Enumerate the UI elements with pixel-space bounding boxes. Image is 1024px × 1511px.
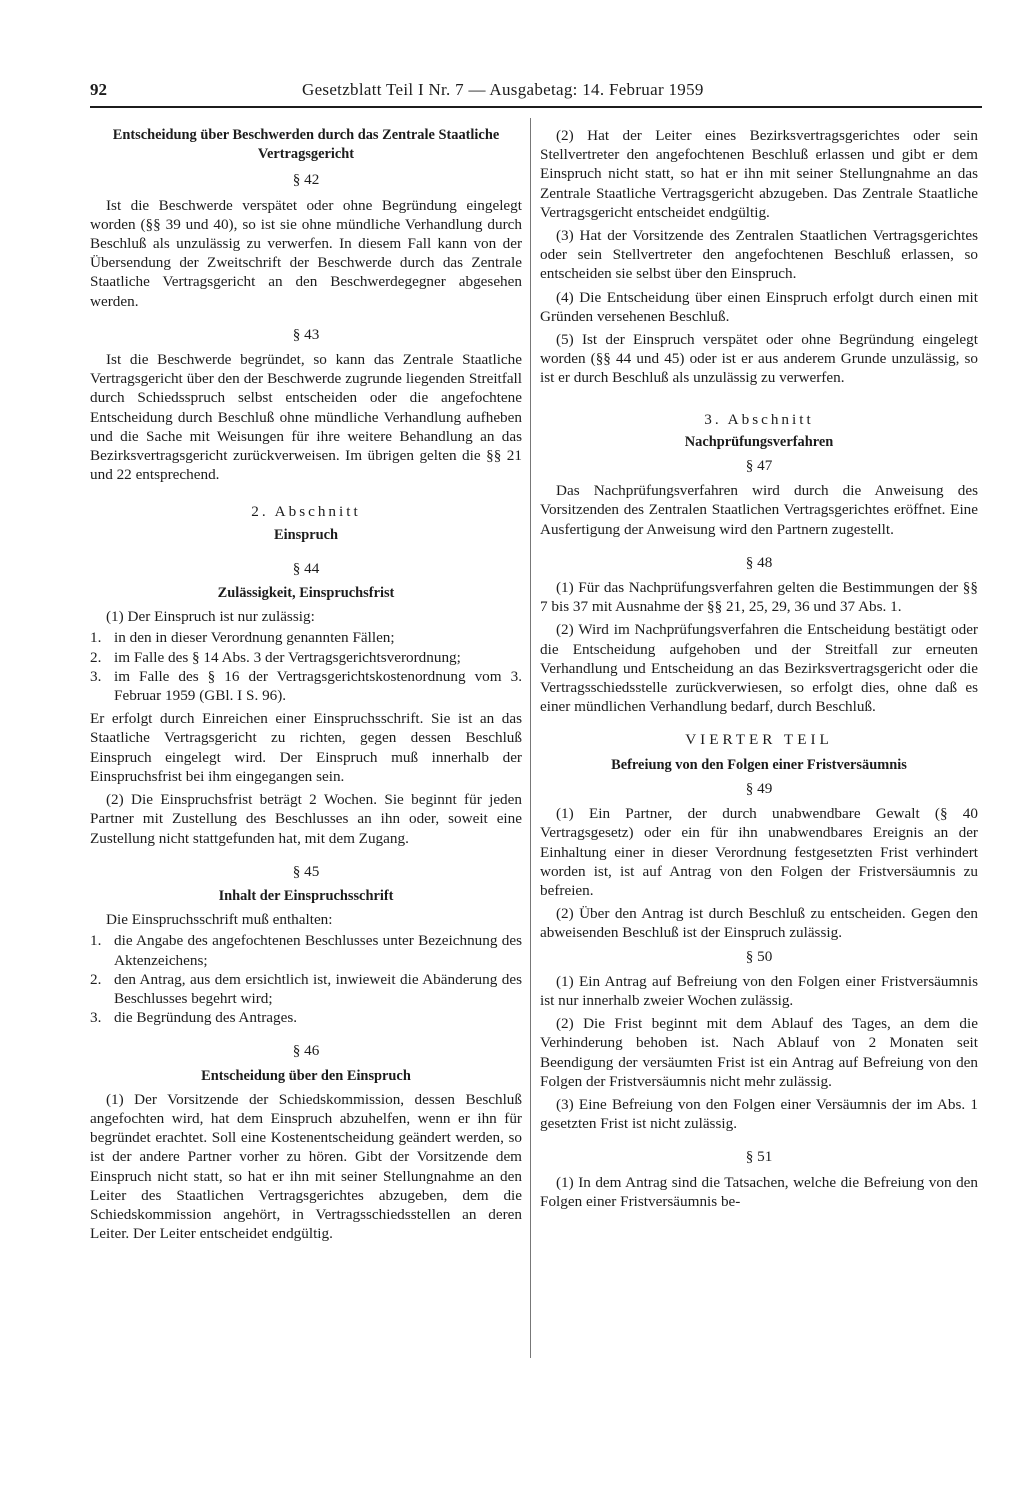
column-divider [530,118,531,1358]
teil-title: Befreiung von den Folgen einer Fristversäumnis [611,756,907,773]
list-item: 3. die Begründung des Antrages. [90,1009,298,1027]
s51-text: (1) In dem Antrag sind die Tatsachen, welche die Befreiung von den Folgen einer Fristversäumnis be- [540,1173,978,1210]
s46-label: § 46 [292,1042,320,1060]
s46-text-3: (3) Hat der Vorsitzende des Zentralen Staatlichen Vertragsgerichtes oder sein Stellvertreter den angefochtenen Beschluß erlassen, so entscheiden sie selbst über den Einspruch. [540,227,978,283]
abschnitt-2-label: 2. Abschnitt [251,503,361,521]
s45-list [90,931,522,1027]
s45-title: Inhalt der Einspruchsschrift [218,887,394,904]
s50-label: § 50 [745,947,773,965]
s49-label: § 49 [745,779,773,797]
page-header [90,76,982,108]
s46-text-1: (1) Der Vorsitzende der Schiedskommission, dessen Beschluß angefochten wird, hat dem Einspruch abzuhelfen, wenn er ihn für begründet erachtet. Soll eine Kostenentscheidung geändert werden, so ist der andere Partner vorher zu hören. Gibt der Vorsitzende dem Einspruch nicht statt, so hat er ihn mit seiner Stellungnahme an den Leiter des Staatlichen Vertragsgerichtes abzugeben, dem die Schiedskommission angehört, in Vertragsschiedsstellen an deren Leiter. Der Leiter entscheidet endgültig. [90,1090,522,1243]
s45-label: § 45 [292,862,320,880]
abschnitt-3-label: 3. Abschnitt [704,410,814,428]
list-item: 2. den Antrag, aus dem ersichtlich ist, inwieweit die Abänderung des Beschlusses begehrt wird; [90,970,522,1007]
s42-heading: Entscheidung über Beschwerden durch das Zentrale Staatliche Vertragsgericht [112,127,500,163]
s43-text: Ist die Beschwerde begründet, so kann das Zentrale Staatliche Vertragsgericht über den der Beschwerde zugrunde liegenden Streitfall durch Schiedsspruch selbst entscheiden oder die angefochtene Entscheidung durch Beschluß ohne mündliche Verhandlung aufheben und die Sache mit Weisungen für ihre weitere Behandlung an das Bezirksvertragsgericht zurückverweisen. Im übrigen gelten die §§ 21 und 22 entsprechend. [90,351,522,484]
s45-intro: Die Einspruchsschrift muß enthalten: [106,911,333,929]
s48-label: § 48 [745,553,773,571]
s46-title: Entscheidung über den Einspruch [201,1067,411,1084]
header-title: Gesetzblatt Teil I Nr. 7 — Ausgabetag: 14. Februar 1959 [302,80,704,99]
s46-text-2: (2) Hat der Leiter eines Bezirksvertragsgerichtes oder sein Stellvertreter den angefochtenen Beschluß erlassen und gibt er dem Einspruch nicht statt, so hat er ihn mit seiner Stellungnahme an das Zentrale Staatliche Vertragsgericht abzugeben. Das Zentrale Staatliche Vertragsgericht entscheidet endgültig. [540,127,978,221]
page-number: 92 [90,80,107,99]
s44-text-2: (2) Die Einspruchsfrist beträgt 2 Wochen. Sie beginnt für jeden Partner mit Zustellung des Beschlusses an ihn oder, soweit eine Zustellung nicht stattgefunden hat, mit dem Zugang. [90,791,522,847]
s42-label: § 42 [292,171,320,189]
s44-label: § 44 [292,559,320,577]
s49-text-1: (1) Ein Partner, der durch unabwendbare Gewalt (§ 40 Vertragsgesetz) oder ein für ihn unabwendbares Ereignis an der Einhaltung einer in dieser Verordnung festgesetzten Frist verhindert worden ist, ist auf Antrag von den Folgen der Fristversäumnis zu befreien. [540,805,978,899]
list-item: 2. im Falle des § 14 Abs. 3 der Vertragsgerichtsverordnung; [90,648,461,666]
s50-text-1: (1) Ein Antrag auf Befreiung von den Folgen einer Fristversäumnis ist nur innerhalb zweier Wochen zulässig. [540,972,978,1009]
left-column [90,126,522,1247]
s46-text-5: (5) Ist der Einspruch verspätet oder ohne Begründung eingelegt worden (§§ 44 und 45) oder ist er aus anderem Grunde unzulässig, so ist er durch Beschluß als unzulässig zu verwerfen. [540,331,978,387]
s44-title: Zulässigkeit, Einspruchsfrist [217,585,395,602]
s44-text-1: Er erfolgt durch Einreichen einer Einspruchsschrift. Sie ist an das Staatliche Vertragsgericht zu richten, gegen dessen Beschluß Einspruch eingelegt wird. Der Einspruch muß innerhalb der Einspruchsfrist bei ihm eingegangen sein. [90,710,522,785]
teil-label: VIERTER TEIL [685,731,833,749]
s46-text-4: (4) Die Entscheidung über einen Einspruch erfolgt durch einen mit Gründen versehenen Beschluß. [540,288,978,325]
s49-text-2: (2) Über den Antrag ist durch Beschluß zu entscheiden. Gegen den abweisenden Beschluß ist der Einspruch zulässig. [540,905,978,942]
s43-label: § 43 [292,325,320,343]
abschnitt-3-title: Nachprüfungsverfahren [684,433,834,450]
s47-label: § 47 [745,457,773,475]
right-column [540,126,978,1215]
s48-text-1: (1) Für das Nachprüfungsverfahren gelten die Bestimmungen der §§ 7 bis 37 mit Ausnahme der §§ 21, 25, 29, 36 und 37 Abs. 1. [540,579,978,616]
s50-text-3: (3) Eine Befreiung von den Folgen einer Versäumnis der im Abs. 1 gesetzten Frist ist nicht zulässig. [540,1095,978,1133]
list-item: 1. in den in dieser Verordnung genannten Fällen; [90,629,395,647]
s47-text: Das Nachprüfungsverfahren wird durch die Anweisung des Vorsitzenden des Zentralen Staatlichen Vertragsgerichtes eröffnet. Eine Ausfertigung der Anweisung wird den Partnern zugestellt. [540,482,978,538]
s44-intro: (1) Der Einspruch ist nur zulässig: [106,608,315,626]
s42-text: Ist die Beschwerde verspätet oder ohne Begründung eingelegt worden (§§ 39 und 40), so ist sie ohne mündliche Verhandlung durch Beschluß als unzulässig zu verwerfen. In diesem Fall kann von der Übersendung der Zweitschrift der Beschwerde durch das Zentrale Staatliche Vertragsgericht an den Beschwerdegegner abgesehen werden. [90,196,522,310]
list-item: 3. im Falle des § 16 der Vertragsgerichtskostenordnung vom 3. Februar 1959 (GBl. I S. 96). [90,667,522,705]
s51-label: § 51 [745,1148,773,1166]
s44-list [90,628,522,705]
list-item: 1. die Angabe des angefochtenen Beschlusses unter Bezeichnung des Aktenzeichens; [90,932,522,969]
abschnitt-2-title: Einspruch [274,526,338,543]
s48-text-2: (2) Wird im Nachprüfungsverfahren die Entscheidung bestätigt oder die Entscheidung aufgehoben und der Streitfall zur erneuten Verhandlung und Entscheidung an das Bezirksvertragsgericht oder die Vertragsschiedsstelle zurückverwiesen, so erfolgt dies, ohne daß es einer mündlichen Verhandlung bedarf, durch Beschluß. [540,621,978,716]
s50-text-2: (2) Die Frist beginnt mit dem Ablauf des Tages, an dem die Verhinderung behoben ist. Nach Ablauf von 2 Monaten seit Beendigung der versäumten Frist ist ein Antrag auf Befreiung von den Folgen der Fristversäumnis nicht mehr zulässig. [540,1015,978,1090]
